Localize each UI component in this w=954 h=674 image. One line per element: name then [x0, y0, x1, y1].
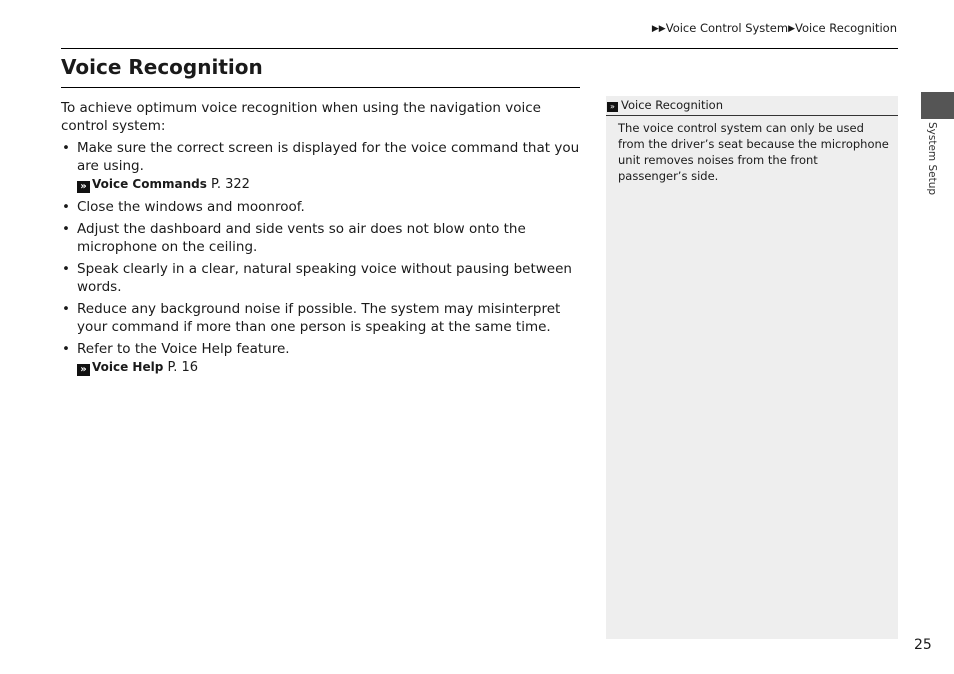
- list-item: [61, 220, 581, 256]
- list-item: [61, 139, 581, 194]
- reference-arrow-icon: »: [77, 181, 90, 193]
- bullet-icon: •: [62, 341, 70, 357]
- title-rule: [61, 87, 580, 88]
- list-item-text: Close the windows and moonroof.: [77, 199, 305, 215]
- intro-text: To achieve optimum voice recognition when using the navigation voice control system:: [61, 100, 541, 134]
- reference-arrow-icon: »: [77, 364, 90, 376]
- cross-reference[interactable]: [77, 358, 581, 377]
- header-rule: [61, 48, 898, 49]
- note-marker-icon: »: [607, 102, 618, 112]
- page-number: 25: [914, 637, 932, 653]
- main-content: [61, 99, 581, 381]
- list-item-text: Speak clearly in a clear, natural speaking voice without pausing between words.: [77, 261, 572, 295]
- page-title: Voice Recognition: [61, 55, 263, 79]
- breadcrumb-separator-icon: ▶: [788, 24, 796, 34]
- list-item: [61, 300, 581, 336]
- sidebar-note: [606, 96, 898, 639]
- list-item-text: Refer to the Voice Help feature.: [77, 341, 290, 357]
- breadcrumb: [652, 21, 897, 35]
- bullet-icon: •: [62, 301, 70, 317]
- bullet-icon: •: [62, 221, 70, 237]
- list-item: [61, 340, 581, 377]
- sidebar-heading-text: Voice Recognition: [621, 98, 723, 112]
- sidebar-heading: [606, 96, 898, 116]
- bullet-icon: •: [62, 140, 70, 156]
- bullet-icon: •: [62, 199, 70, 215]
- list-item: [61, 198, 581, 216]
- ref-link-voice-help[interactable]: Voice Help: [92, 360, 164, 374]
- list-item: [61, 260, 581, 296]
- breadcrumb-page: Voice Recognition: [795, 21, 897, 35]
- section-tab-label: System Setup: [926, 122, 938, 196]
- tips-list: [61, 139, 581, 377]
- list-item-text: Reduce any background noise if possible. The system may misinterpret your command if more than one person is speaking at the same time.: [77, 301, 561, 335]
- section-tab[interactable]: [921, 92, 954, 119]
- list-item-text: Adjust the dashboard and side vents so air does not blow onto the microphone on the ceiling.: [77, 221, 526, 255]
- ref-page: P. 322: [211, 177, 250, 192]
- ref-page: P. 16: [167, 360, 199, 375]
- breadcrumb-section[interactable]: Voice Control System: [665, 21, 789, 35]
- cross-reference[interactable]: [77, 175, 581, 194]
- bullet-icon: •: [62, 261, 70, 277]
- sidebar-body: The voice control system can only be used from the driver’s seat because the microphone unit removes noises from the front passenger’s side.: [618, 121, 889, 183]
- breadcrumb-arrows-icon: ▶▶: [651, 24, 666, 34]
- list-item-text: Make sure the correct screen is displayed for the voice command that you are using.: [77, 140, 580, 174]
- ref-link-voice-commands[interactable]: Voice Commands: [92, 177, 207, 191]
